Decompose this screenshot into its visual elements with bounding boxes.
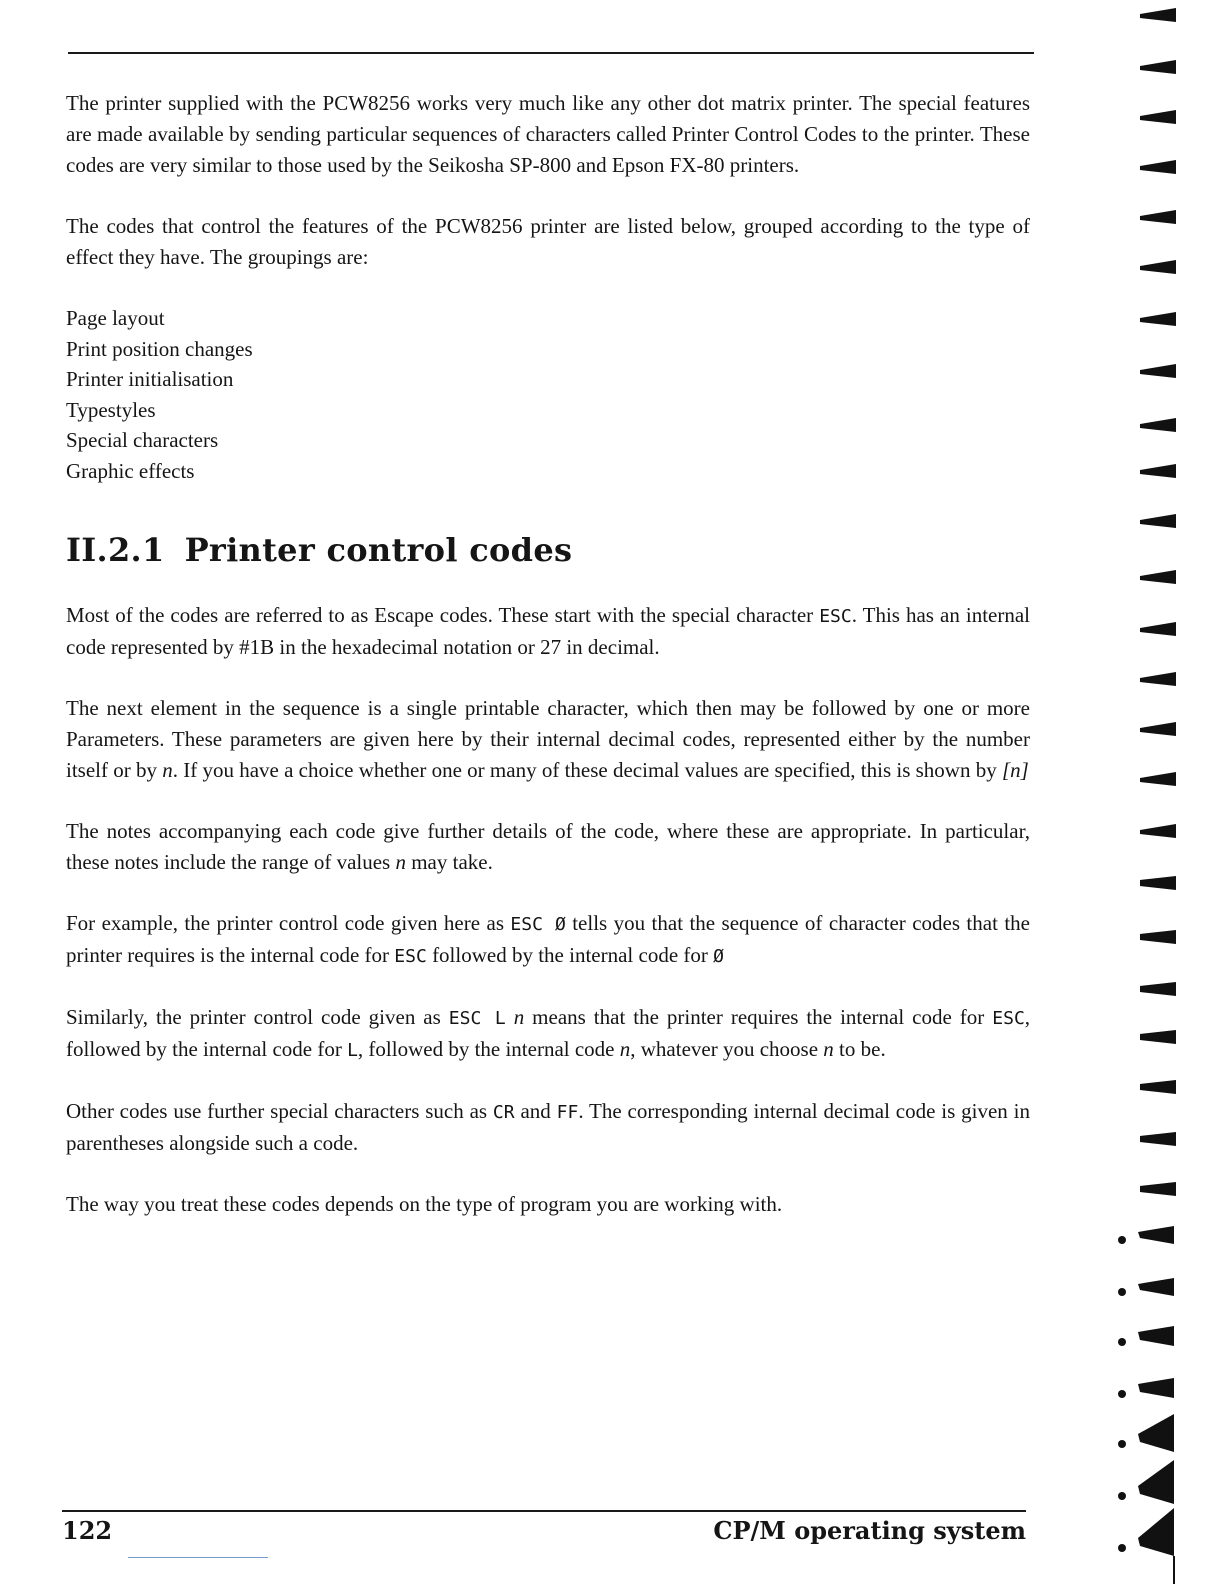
grouping-item: Graphic effects [66, 458, 195, 483]
binding-hole [1138, 1508, 1174, 1556]
grouping-item: Printer initialisation [66, 367, 234, 391]
binding-hole [1138, 1278, 1174, 1296]
binding-hole [1140, 210, 1176, 224]
binding-dot [1118, 1236, 1126, 1244]
binding-hole [1140, 160, 1176, 174]
param-n: n [619, 1037, 631, 1061]
binding-hole [1140, 8, 1176, 22]
binding-dot [1118, 1492, 1126, 1500]
binding-hole [1138, 1226, 1174, 1244]
code-zero: Ø [713, 946, 724, 967]
binding-hole [1138, 1460, 1174, 1504]
code-esc-zero: ESC Ø [510, 914, 566, 935]
code-esc: ESC [394, 946, 427, 967]
spiral-binding [1110, 0, 1224, 1584]
binding-hole [1140, 622, 1176, 636]
section-paragraph-4: For example, the printer control code given here as ESC Ø tells you that the sequence of character codes that the printer requires is the internal code for ESC followed by the internal code for Ø [66, 911, 1030, 967]
section-paragraph-2: The next element in the sequence is a single printable character, which then may be followed by one or more Parameters. These parameters are given here by their internal decimal codes, represented either by the number itself or by n. If you have a choice whether one or many of these decimal values are specified, this is shown by [n] [66, 696, 1030, 782]
binding-hole [1140, 312, 1176, 326]
binding-dot [1118, 1338, 1126, 1346]
grouping-item: Special characters [66, 428, 219, 452]
grouping-item: Page layout [66, 306, 165, 330]
binding-dot [1118, 1544, 1126, 1552]
code-esc: ESC [992, 1008, 1025, 1029]
code-esc-l: ESC L [448, 1008, 506, 1029]
section-paragraph-7: The way you treat these codes depends on the type of program you are working with. [66, 1192, 783, 1216]
binding-hole [1138, 1378, 1174, 1398]
section-paragraph-1: Most of the codes are referred to as Escape codes. These start with the special character ESC. This has an internal code represented by #1B in the hexadecimal notation or 27 in decimal. [66, 603, 1030, 659]
param-n: n [395, 850, 406, 874]
section-paragraph-6: Other codes use further special characters such as CR and FF. The corresponding internal decimal code is given in parentheses alongside such a code. [66, 1099, 1030, 1155]
param-n: n [513, 1005, 525, 1029]
binding-hole [1140, 930, 1176, 944]
intro-paragraph-2: The codes that control the features of the PCW8256 printer are listed below, grouped according to the type of effect they have. The groupings are: [66, 214, 1030, 269]
page-content [66, 88, 1030, 1220]
code-ff: FF [556, 1102, 579, 1123]
code-cr: CR [492, 1102, 515, 1123]
binding-dot [1118, 1440, 1126, 1448]
binding-hole [1140, 876, 1176, 890]
code-esc: ESC [819, 606, 852, 627]
binding-dot [1118, 1288, 1126, 1296]
binding-hole [1140, 364, 1176, 378]
scan-mark [128, 1557, 268, 1558]
binding-hole [1140, 1182, 1176, 1196]
section-heading [66, 530, 1030, 570]
page-number: 122 [62, 1516, 113, 1545]
param-n: n [162, 758, 173, 782]
binding-hole [1140, 824, 1176, 838]
binding-hole [1140, 1030, 1176, 1044]
code-l: L [347, 1040, 358, 1061]
binding-hole [1138, 1326, 1174, 1346]
header-rule [68, 52, 1034, 54]
section-paragraph-5: Similarly, the printer control code given as ESC L n means that the printer requires the internal code for ESC, followed by the internal code for L, followed by the internal code n, whatever you choose n to be. [66, 1005, 1031, 1061]
binding-hole [1138, 1414, 1174, 1452]
param-n: n [823, 1037, 834, 1061]
binding-dot [1118, 1390, 1126, 1398]
groupings-list [66, 303, 1030, 486]
param-bracket-n: [n] [1001, 758, 1029, 782]
binding-hole [1140, 570, 1176, 584]
grouping-item: Typestyles [66, 397, 156, 422]
grouping-item: Print position changes [66, 336, 253, 361]
binding-hole [1140, 60, 1176, 74]
binding-hole [1140, 464, 1176, 478]
binding-hole [1140, 110, 1176, 124]
binding-hole [1140, 772, 1176, 786]
section-number: II.2.1 [66, 531, 165, 569]
binding-hole [1140, 722, 1176, 736]
binding-hole [1140, 418, 1176, 432]
footer-title: CP/M operating system [713, 1516, 1026, 1545]
binding-hole [1140, 514, 1176, 528]
section-paragraph-3: The notes accompanying each code give further details of the code, where these are appropriate. In particular, these notes include the range of values n may take. [66, 819, 1030, 874]
section-title: Printer control codes [184, 531, 573, 569]
binding-hole [1140, 982, 1176, 996]
binding-hole [1140, 1132, 1176, 1146]
binding-hole [1140, 672, 1176, 686]
binding-hole [1140, 1080, 1176, 1094]
binding-hole [1140, 260, 1176, 274]
footer-rule [62, 1510, 1026, 1512]
intro-paragraph-1: The printer supplied with the PCW8256 works very much like any other dot matrix printer. The special features are made available by sending particular sequences of characters called Printer Control Codes to the printer. These codes are very similar to those used by the Seikosha SP-800 and Epson FX-80 printers. [66, 91, 1030, 177]
